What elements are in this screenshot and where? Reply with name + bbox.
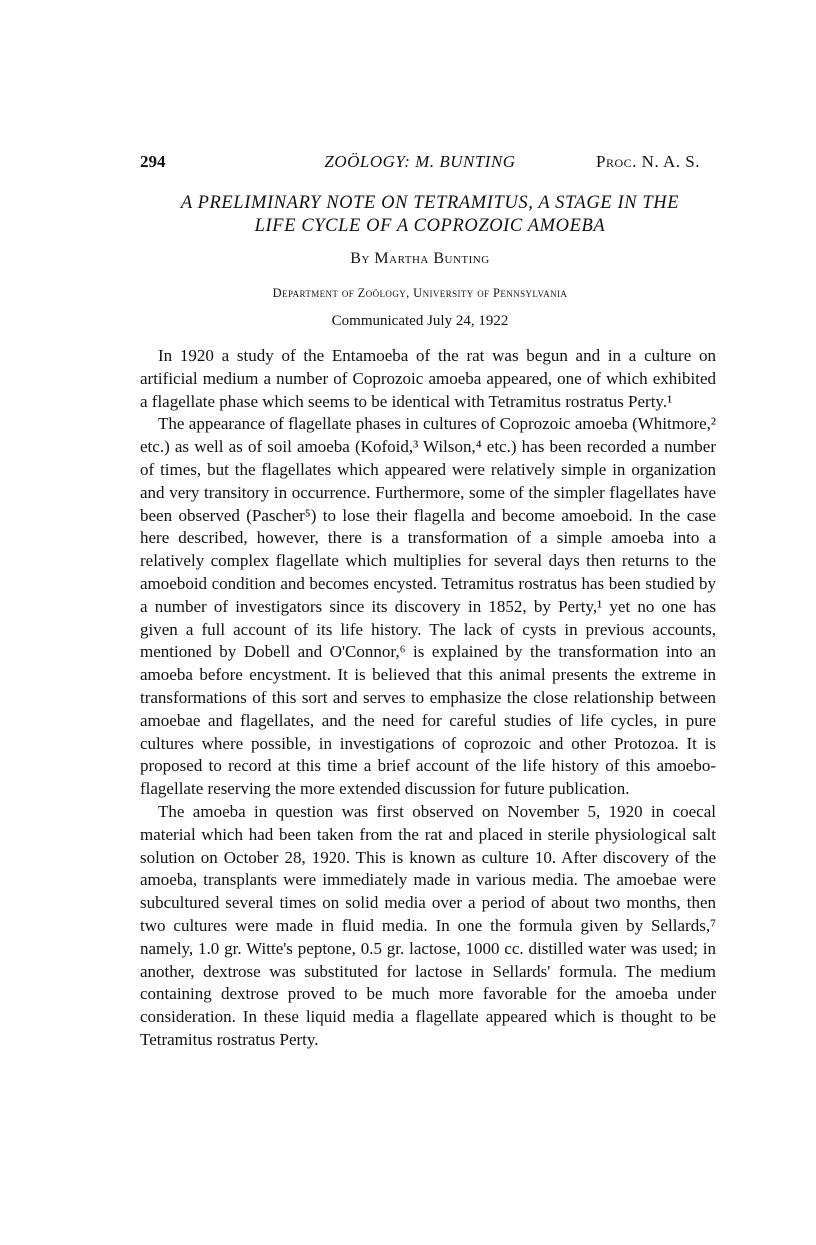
title-line-1: A PRELIMINARY NOTE ON TETRAMITUS, A STAGE IN THE	[180, 193, 680, 213]
section-heading: ZOÖLOGY: M. BUNTING	[324, 152, 516, 171]
author-byline: By Martha Bunting	[350, 250, 490, 267]
body-paragraph: The appearance of flagellate phases in cultures of Coprozoic amoeba (Whitmore,² etc.) as well as of soil amoeba (Kofoid,³ Wilson,⁴ etc.) has been recorded a number of times, but the flagellates which appeared were relatively simple in organization and very transitory in occurrence. Furthermore, some of the simpler flagellates have been observed (Pascher⁵) to lose their flagella and become amoeboid. In the case here described, however, there is a transformation of a simple amoeba into a relatively complex flagellate which multiplies for several days then returns to the amoeboid condition and becomes encysted. Tetramitus rostratus has been studied by a number of investigators since its discovery in 1852, by Perty,¹ yet no one has given a full account of its life history. The lack of cysts in previous accounts, mentioned by Dobell and O'Connor,⁶ is explained by the transformation into an amoeba before encystment. It is believed that this animal presents the extreme in transformations of this sort and serves to emphasize the close relationship between amoebae and flagellates, and the need for careful studies of life cycles, in pure cultures where possible, in investigations of coprozoic and other Protozoa. It is proposed to record at this time a brief account of the life history of this amoebo-flagellate reserving the more extended discussion for future publication.	[140, 414, 716, 799]
article-title	[140, 192, 720, 238]
communicated-date: Communicated July 24, 1922	[331, 313, 509, 329]
article-body	[140, 345, 716, 1052]
body-paragraph: In 1920 a study of the Entamoeba of the rat was begun and in a culture on artificial medium a number of Coprozoic amoeba appeared, one of which exhibited a flagellate phase which seems to be identical with Tetramitus rostratus Perty.¹	[140, 346, 716, 411]
page-number: 294	[140, 152, 166, 171]
running-head	[140, 152, 700, 176]
journal-abbreviation: Proc. N. A. S.	[596, 152, 700, 171]
title-line-2: LIFE CYCLE OF A COPROZOIC AMOEBA	[254, 216, 606, 236]
author-affiliation: Department of Zoölogy, University of Pennsylvania	[272, 286, 568, 300]
body-paragraph: The amoeba in question was first observed on November 5, 1920 in coecal material which had been taken from the rat and placed in sterile physiological salt solution on October 28, 1920. This is known as culture 10. After discovery of the amoeba, transplants were immediately made in various media. The amoebae were subcultured several times on solid media over a period of about two months, then two cultures were made in fluid media. In one the formula given by Sellards,⁷ namely, 1.0 gr. Witte's peptone, 0.5 gr. lactose, 1000 cc. distilled water was used; in another, dextrose was substituted for lactose in Sellards' formula. The medium containing dextrose proved to be much more favorable for the amoeba under consideration. In these liquid media a flagellate appeared which is thought to be Tetramitus rostratus Perty.	[140, 801, 716, 1049]
